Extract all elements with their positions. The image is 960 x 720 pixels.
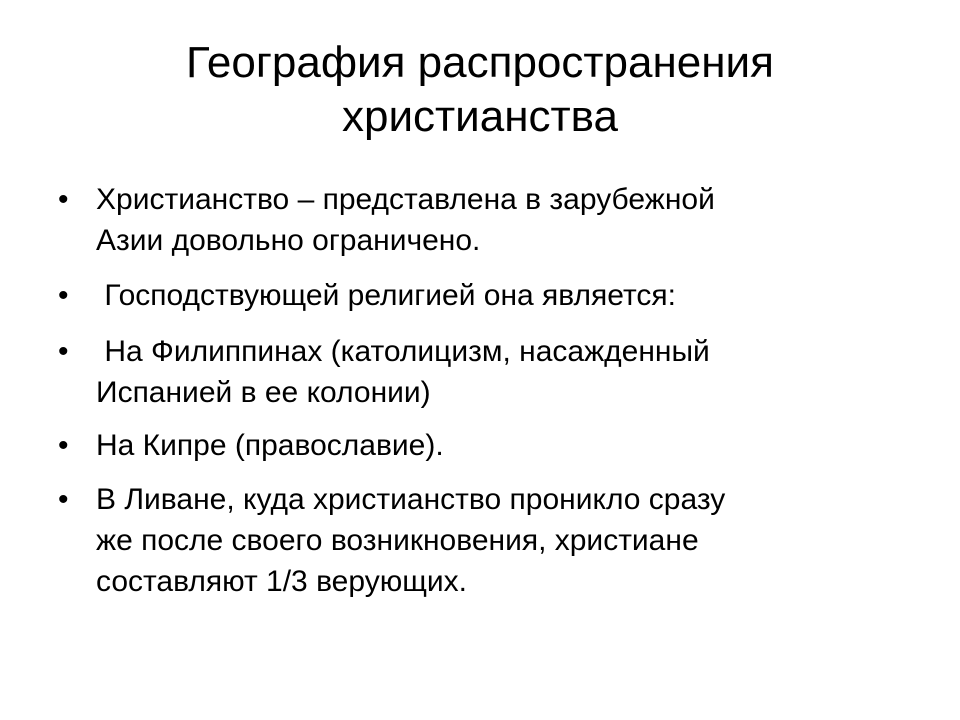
slide-title-line-2: христианства bbox=[341, 92, 619, 141]
bullet-text-line: На Кипре (православие). bbox=[96, 429, 444, 462]
bullet-dot-icon: • bbox=[58, 183, 69, 216]
bullet-dot-icon: • bbox=[58, 335, 69, 368]
bullet-text-line: Господствующей религией она является: bbox=[96, 279, 676, 312]
bullet-text-line: Испанией в ее колонии) bbox=[96, 376, 431, 409]
bullet-text-line: же после своего возникновения, христиане bbox=[96, 524, 699, 557]
bullet-text-line: На Филиппинах (католицизм, насажденный bbox=[96, 335, 710, 368]
bullet-dot-icon: • bbox=[58, 483, 69, 516]
slide-title-line-1: География распространения bbox=[186, 38, 774, 87]
slide-title bbox=[48, 36, 912, 144]
bullet-text-line: В Ливане, куда христианство проникло сразу bbox=[96, 483, 726, 516]
bullet-dot-icon: • bbox=[58, 429, 69, 462]
bullet-text-line: Христианство – представлена в зарубежной bbox=[96, 183, 715, 216]
bullet-text-line: составляют 1/3 верующих. bbox=[96, 565, 467, 598]
bullet-dot-icon: • bbox=[58, 279, 69, 312]
bullet-text-line: Азии довольно ограничено. bbox=[96, 224, 481, 257]
